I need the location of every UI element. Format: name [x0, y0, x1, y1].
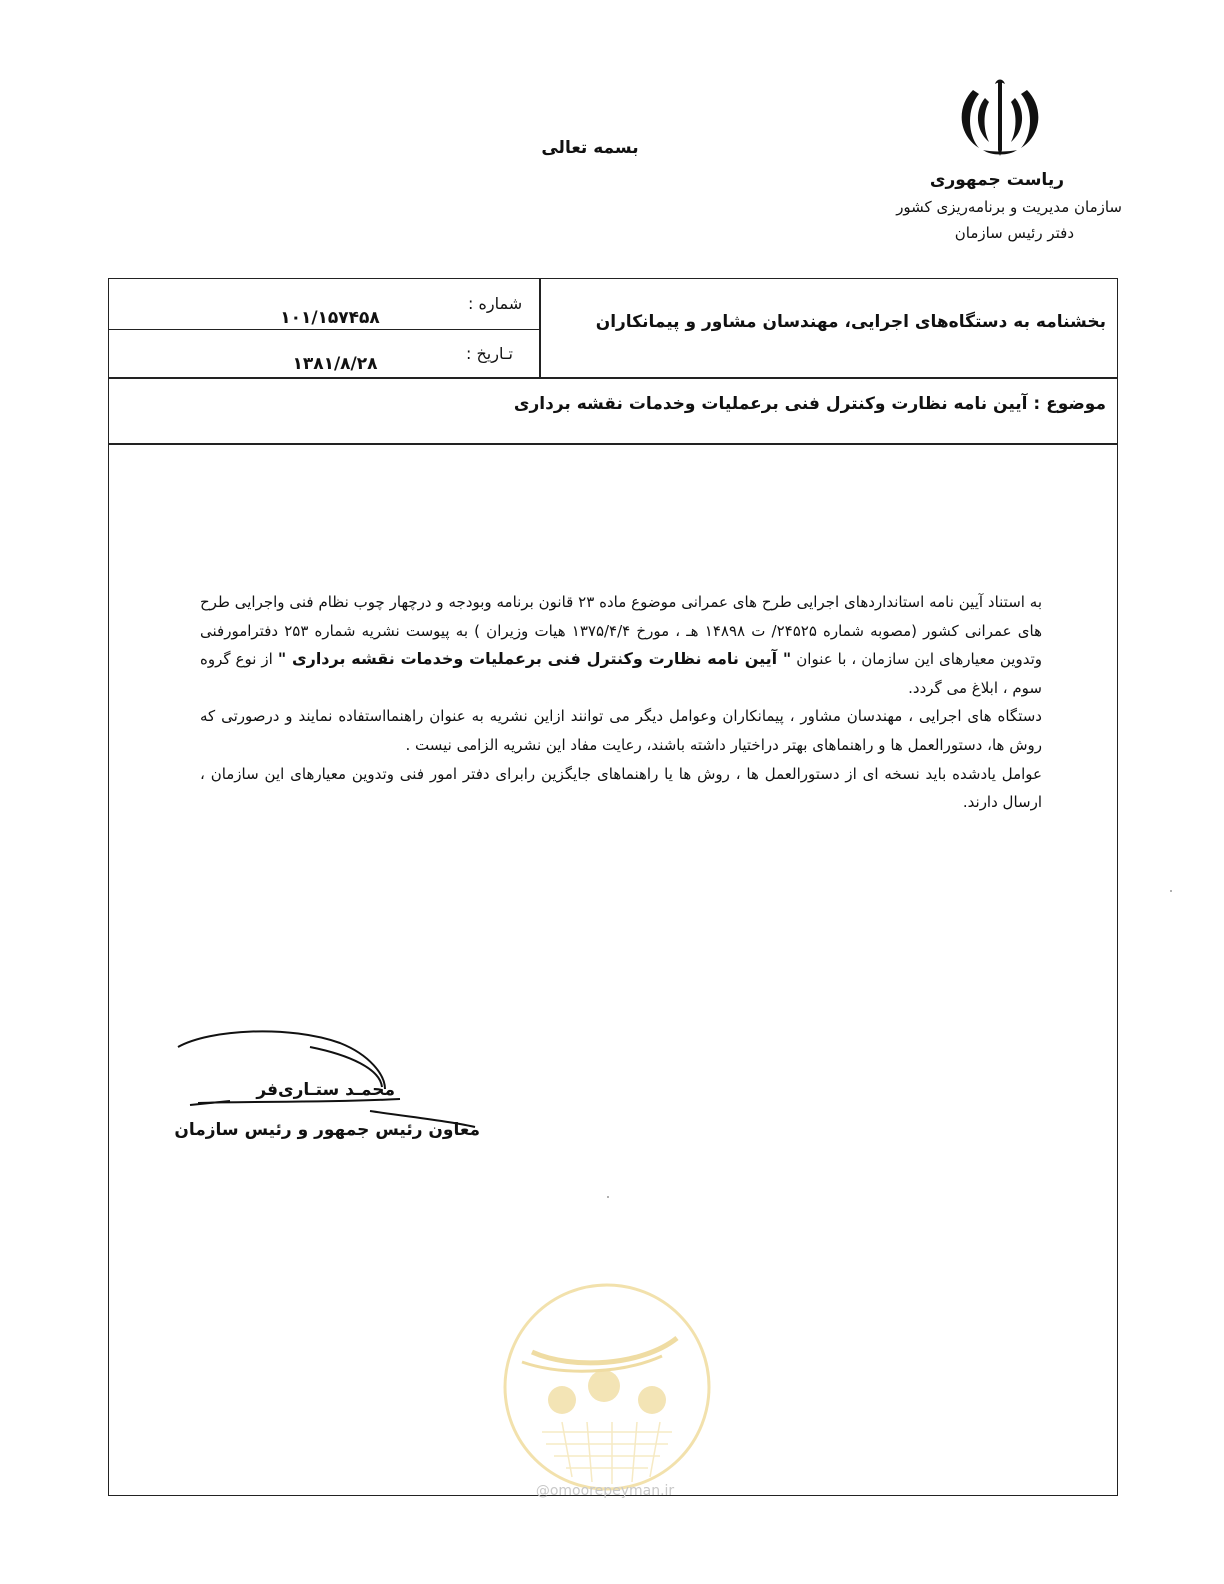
org-presidency: ریاست جمهوری — [929, 170, 1064, 190]
org-management-planning: سازمان مدیریت و برنامه‌ریزی کشور — [896, 198, 1122, 216]
letter-body — [200, 588, 1042, 817]
header-row-divider — [108, 377, 1118, 379]
paragraph-1-start: به استناد آیین نامه استانداردهای اجرایی طرح های عمرانی موضوع ماده ۲۳ قانون برنامه وبودجه و درچهار چوب نظام فنی واجرایی طرح های عمرانی کشور (مصوبه شماره ۲۴۵۲۵/ ت ۱۴۸۹۸ هـ ، مورخ ۱۳۷۵/۴/۴ هیات وزیران ) به پیوست نشریه شماره ۲۵۳ دفترامورفنی وتدوین معیارهای این سازمان ، با عنوان — [200, 593, 1042, 669]
paragraph-1 — [200, 588, 1042, 702]
subject-line: موضوع : آیین نامه نظارت وکنترل فنی برعملیات وخدمات نقشه برداری — [513, 394, 1106, 414]
recipients-line: بخشنامه به دستگاه‌های اجرایی، مهندسان مشاور و پیمانکاران — [595, 312, 1106, 332]
watermark-url: @omoorepeyman.ir — [535, 1483, 675, 1499]
scan-speck — [1170, 890, 1172, 892]
signatory-name: محمـد ستـاری‌فر — [256, 1080, 395, 1100]
date-value: ۱۳۸۱/۸/۲۸ — [292, 354, 378, 374]
paragraph-2: دستگاه های اجرایی ، مهندسان مشاور ، پیمانکاران وعوامل دیگر می توانند ازاین نشریه به عنوان راهنمااستفاده نمایند و درصورتی که روش ها، دستورالعمل ها و راهنماهای بهتر دراختیار داشته باشند، رعایت مفاد این نشریه الزامی نیست . — [200, 707, 1042, 754]
number-value: ۱۰۱/۱۵۷۴۵۸ — [280, 308, 380, 328]
signatory-title: معاون رئیس جمهور و رئیس سازمان — [174, 1120, 480, 1140]
scan-speck — [607, 1196, 609, 1198]
header-column-divider — [539, 278, 541, 378]
paragraph-3: عوامل یادشده باید نسخه ای از دستورالعمل ها ، روش ها یا راهنماهای جایگزین رابرای دفتر امور فنی وتدوین معیارهای این سازمان ، ارسال دارند. — [200, 764, 1042, 812]
number-date-divider — [108, 329, 540, 330]
number-label: شماره : — [468, 294, 523, 313]
basmala-heading: بسمه تعالی — [541, 138, 639, 158]
org-office-head: دفتر رئیس سازمان — [954, 224, 1074, 242]
date-label: تـاریخ : — [466, 344, 513, 363]
omoorepeyman-watermark-logo — [502, 1282, 712, 1492]
iran-emblem-logo — [955, 72, 1045, 162]
regulation-title: " آیین نامه نظارت وکنترل فنی برعملیات وخدمات نقشه برداری " — [277, 649, 792, 669]
paragraph-1-end: از نوع گروه سوم ، ابلاغ می گردد. — [200, 650, 1042, 697]
subject-row-divider — [108, 443, 1118, 445]
